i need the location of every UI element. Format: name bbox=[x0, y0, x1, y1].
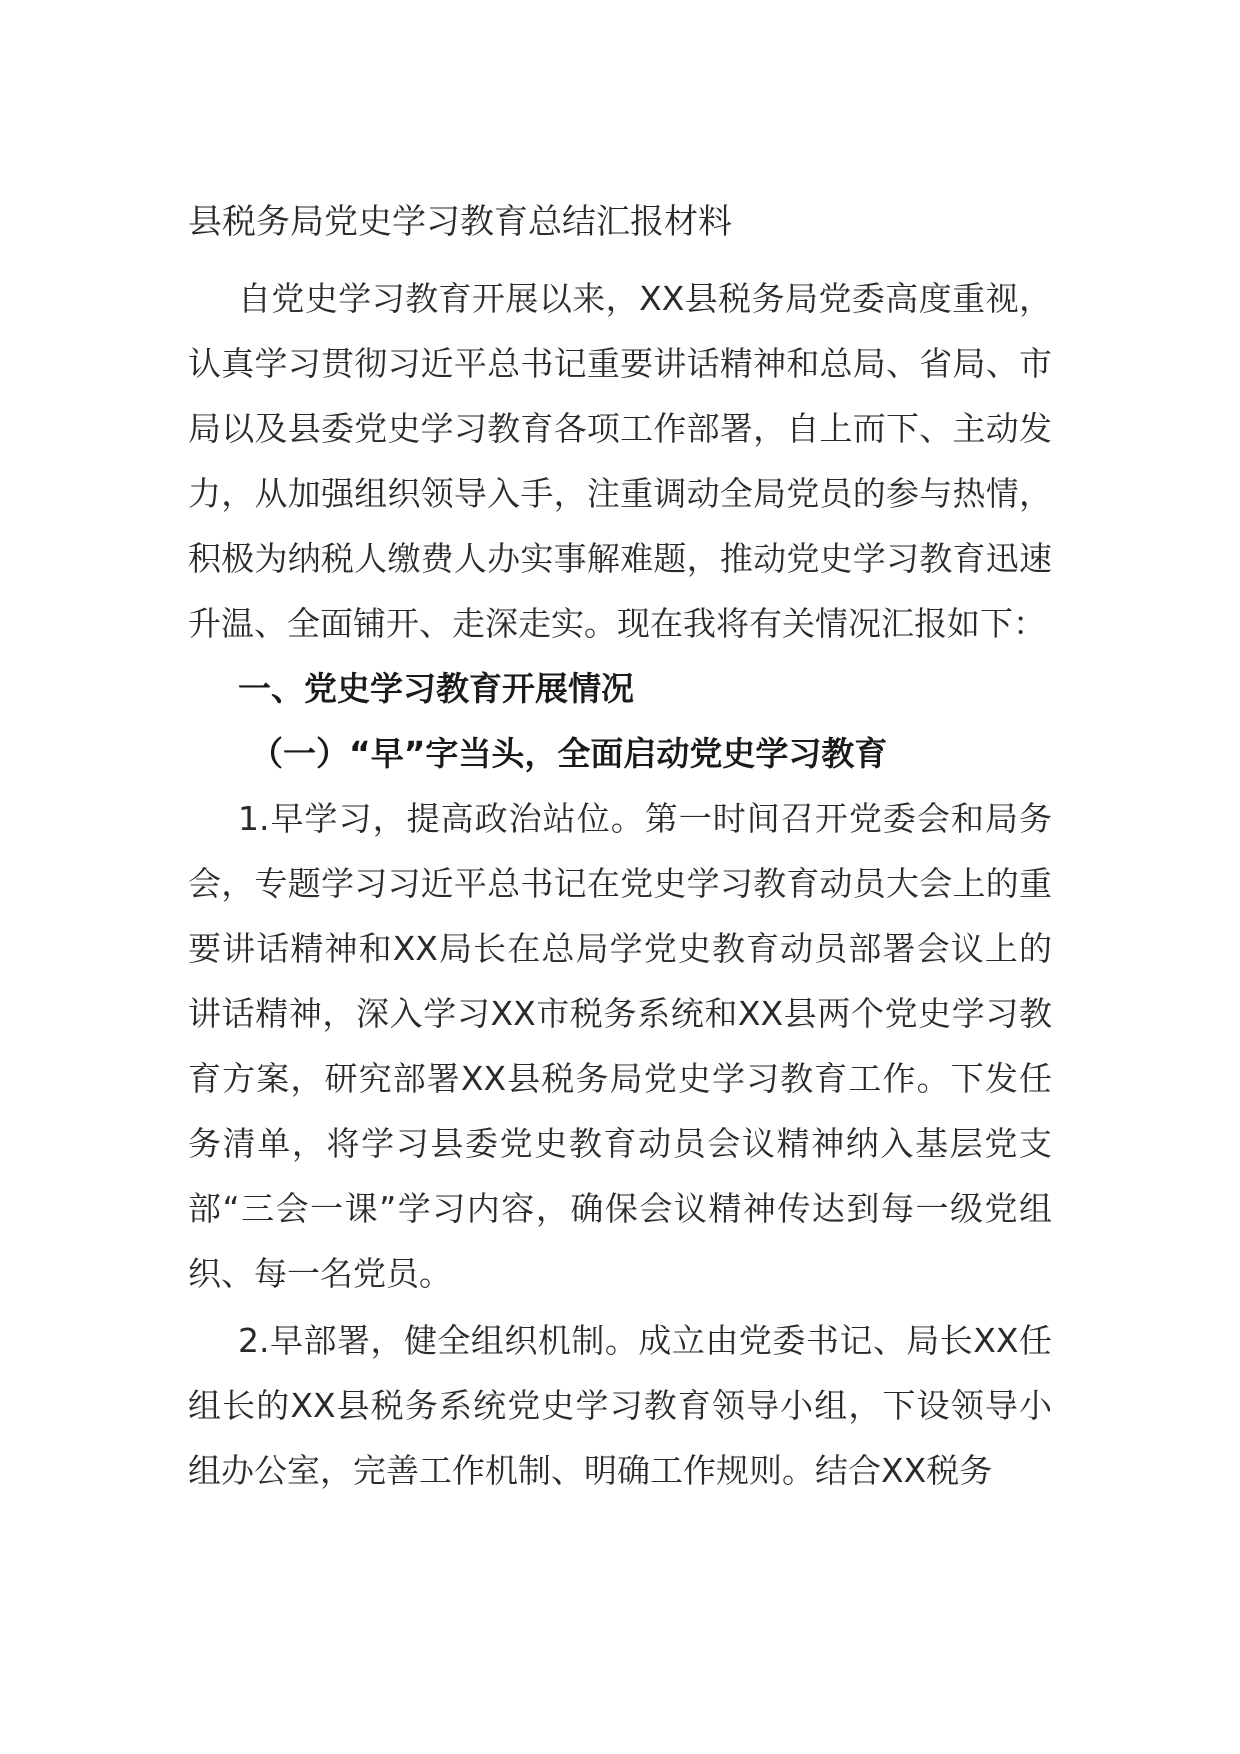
section-heading-1: 一、党史学习教育开展情况 bbox=[238, 669, 634, 708]
item-paragraph-1: 1.早学习，提高政治站位。第一时间召开党委会和局务会，专题学习习近平总书记在党史学习教育动员大会上的重要讲话精神和XX局长在总局学党史教育动员部署会议上的讲话精神，深入学习XX市税务系统和XX县两个党史学习教育方案，研究部署XX县税务局党史学习教育工作。下发任务清单，将学习县委党史教育动员会议精神纳入基层党支部“三会一课”学习内容，确保会议精神传达到每一级党组织、每一名党员。 bbox=[188, 799, 1052, 1293]
intro-paragraph: 自党史学习教育开展以来，XX县税务局党委高度重视，认真学习贯彻习近平总书记重要讲话精神和总局、省局、市局以及县委党史学习教育各项工作部署，自上而下、主动发力，从加强组织领导入手，注重调动全局党员的参与热情，积极为纳税人缴费人办实事解难题，推动党史学习教育迅速升温、全面铺开、走深走实。现在我将有关情况汇报如下： bbox=[188, 279, 1052, 643]
document-title: 县税务局党史学习教育总结汇报材料 bbox=[188, 202, 732, 242]
item-paragraph-2: 2.早部署，健全组织机制。成立由党委书记、局长XX任组长的XX县税务系统党史学习教育领导小组，下设领导小组办公室，完善工作机制、明确工作规则。结合XX税务 bbox=[188, 1321, 1052, 1490]
subsection-heading-1: （一）“早”字当头，全面启动党史学习教育 bbox=[250, 734, 888, 773]
document-body bbox=[188, 200, 1052, 1503]
